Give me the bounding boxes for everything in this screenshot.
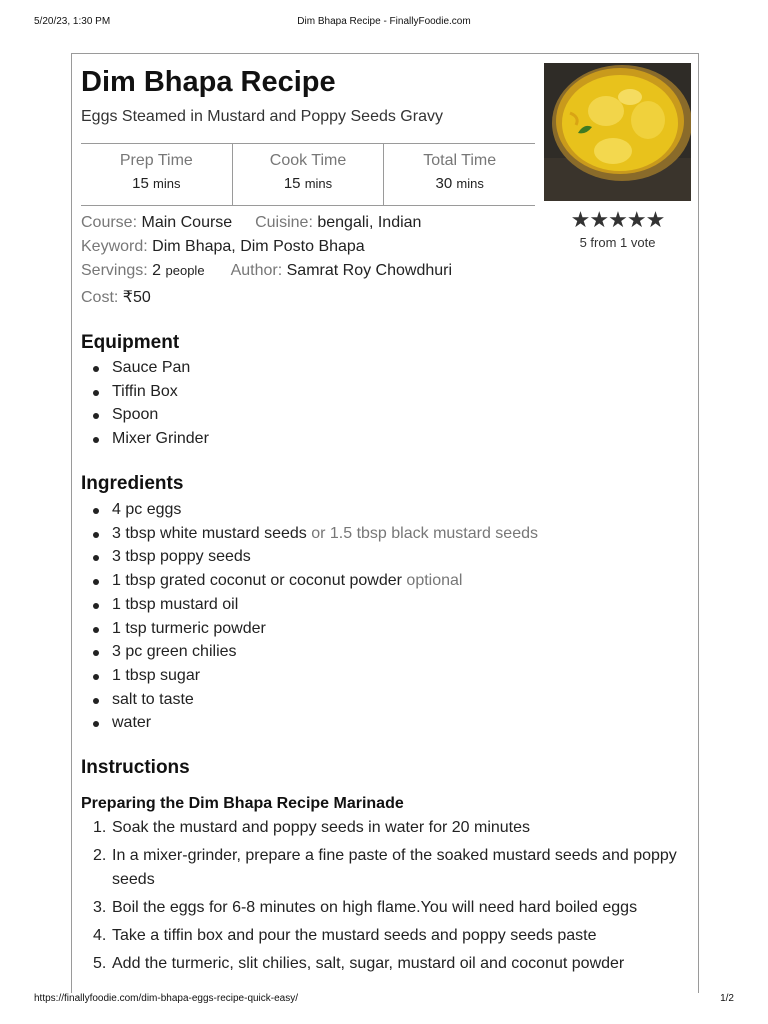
servings-value: 2	[152, 262, 162, 279]
instructions-list	[81, 816, 681, 980]
meta-keyword	[81, 238, 365, 256]
recipe-photo	[544, 63, 691, 201]
total-time	[383, 144, 535, 205]
total-time-unit: mins	[456, 176, 484, 191]
rating-text: 5 from 1 vote	[579, 235, 656, 250]
instruction-step: 2. In a mixer-grinder, prepare a fine paste of the soaked mustard seeds and poppy seeds	[93, 847, 677, 888]
servings-unit: people	[165, 263, 205, 278]
ingredient-item: salt to taste	[81, 688, 538, 712]
ingredient-item: 3 tbsp white mustard seeds or 1.5 tbsp black mustard seeds	[81, 522, 538, 546]
recipe-summary: Eggs Steamed in Mustard and Poppy Seeds Gravy	[81, 108, 443, 125]
cook-time-value: 15	[283, 175, 301, 192]
equipment-item: Sauce Pan	[81, 356, 209, 380]
equipment-title: Equipment	[81, 332, 180, 353]
instruction-step: 4. Take a tiffin box and pour the mustard seeds and poppy seeds paste	[93, 927, 597, 944]
instruction-step: 5. Add the turmeric, slit chilies, salt, sugar, mustard oil and coconut powder	[93, 955, 625, 972]
print-page-number: 1/2	[720, 993, 734, 1004]
star-icon[interactable]: ★	[626, 207, 646, 232]
ingredient-item: 1 tbsp sugar	[81, 664, 538, 688]
meta-course-cuisine	[81, 214, 421, 232]
ingredient-note: optional	[406, 572, 463, 590]
star-icon[interactable]: ★	[645, 207, 665, 232]
star-icon[interactable]: ★	[608, 207, 627, 232]
instruction-group-title: Preparing the Dim Bhapa Recipe Marinade	[81, 795, 404, 812]
cuisine-label: Cuisine:	[255, 214, 313, 231]
star-icon[interactable]: ★	[570, 207, 590, 232]
ingredient-item: 1 tsp turmeric powder	[81, 617, 538, 641]
recipe-title: Dim Bhapa Recipe	[81, 66, 336, 98]
cook-time-label: Cook Time	[269, 152, 347, 169]
prep-time-unit: mins	[153, 176, 181, 191]
ingredient-item: 1 tbsp mustard oil	[81, 593, 538, 617]
total-time-label: Total Time	[423, 152, 497, 169]
total-time-value: 30	[435, 175, 453, 192]
ingredients-title: Ingredients	[81, 473, 184, 494]
prep-time-label: Prep Time	[119, 152, 193, 169]
author-label: Author:	[230, 262, 283, 279]
egg-curry-illustration	[544, 63, 691, 201]
rating-stars[interactable]	[544, 209, 691, 231]
recipe-card	[71, 53, 699, 993]
equipment-item: Tiffin Box	[81, 380, 209, 404]
cook-time-unit: mins	[304, 176, 333, 191]
print-date: 5/20/23, 1:30 PM	[34, 16, 111, 27]
ingredient-item: water	[81, 711, 538, 735]
prep-time	[81, 144, 232, 205]
print-url: https://finallyfoodie.com/dim-bhapa-eggs-recipe-quick-easy/	[34, 993, 299, 1004]
instruction-step: 1. Soak the mustard and poppy seeds in water for 20 minutes	[93, 819, 531, 836]
ingredient-note: or 1.5 tbsp black mustard seeds	[311, 524, 538, 542]
cost-value: ₹50	[122, 289, 151, 306]
author-value: Samrat Roy Chowdhuri	[286, 262, 453, 279]
recipe-times	[81, 143, 535, 206]
prep-time-value: 15	[132, 175, 149, 192]
ingredient-item: 3 pc green chilies	[81, 640, 538, 664]
course-label: Course:	[81, 214, 138, 231]
instruction-step: 3. Boil the eggs for 6-8 minutes on high flame.You will need hard boiled eggs	[93, 899, 638, 916]
instructions-title: Instructions	[81, 757, 190, 778]
equipment-item: Spoon	[81, 403, 209, 427]
equipment-list	[81, 356, 209, 451]
course-value: Main Course	[141, 214, 233, 231]
meta-cost	[81, 287, 151, 307]
ingredient-item: 3 tbsp poppy seeds	[81, 545, 538, 569]
cost-label: Cost:	[81, 289, 119, 306]
keyword-label: Keyword:	[81, 238, 148, 255]
cuisine-value: bengali, Indian	[317, 214, 422, 231]
ingredient-item: 1 tbsp grated coconut or coconut powder optional	[81, 569, 538, 593]
print-page-title: Dim Bhapa Recipe - FinallyFoodie.com	[297, 16, 471, 27]
star-icon[interactable]: ★	[589, 207, 609, 232]
servings-label: Servings:	[81, 262, 148, 279]
ingredient-item: 4 pc eggs	[81, 498, 538, 522]
equipment-item: Mixer Grinder	[81, 427, 209, 451]
recipe-rating	[544, 209, 691, 250]
ingredients-list	[81, 498, 538, 735]
keyword-value: Dim Bhapa, Dim Posto Bhapa	[152, 238, 365, 255]
cook-time	[232, 144, 384, 205]
meta-servings-author	[81, 262, 452, 280]
